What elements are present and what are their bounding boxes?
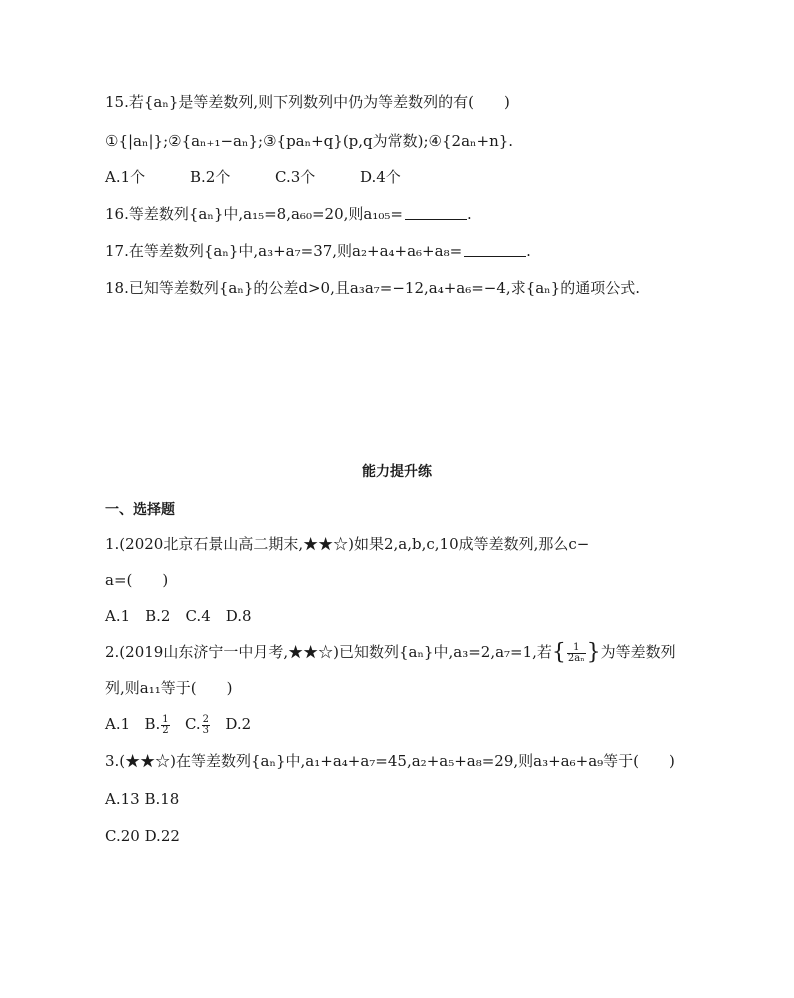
q15-items: ①{|aₙ|};②{aₙ₊₁−aₙ};③{paₙ+q}(p,q为常数);④{2aₙ+n}. (105, 132, 514, 150)
p1-line2: a=( ) (105, 571, 169, 589)
q15-option-a: A.1个 (105, 168, 146, 186)
p2-option-d: D.2 (225, 715, 252, 733)
q15-options (105, 167, 401, 187)
q18: 18.已知等差数列{aₙ}的公差d>0,且a₃a₇=−12,a₄+a₆=−4,求{aₙ}的通项公式. (105, 279, 640, 297)
q17-suffix: . (526, 242, 531, 260)
q15-option-b: B.2个 (190, 168, 231, 186)
left-brace-icon: { (551, 640, 566, 665)
q15-option-c: C.3个 (275, 168, 316, 186)
p2-option-c-fraction: $\frac{2}{3}$ (202, 713, 210, 736)
p3-line1: 3.(★★☆)在等差数列{aₙ}中,a₁+a₄+a₇=45,a₂+a₅+a₈=29,则a₃+a₆+a₉等于( ) (105, 752, 675, 770)
q15-stem: 15.若{aₙ}是等差数列,则下列数列中仍为等差数列的有( ) (105, 93, 510, 111)
q16 (105, 204, 472, 224)
p1-options: A.1 B.2 C.4 D.8 (105, 607, 252, 625)
p2-option-c: C. $\frac{2}{3}$ (184, 713, 210, 736)
p3-options-line1: A.13 B.18 (105, 790, 180, 808)
p2-option-a: A.1 (105, 715, 131, 733)
q17-answer-blank (464, 243, 526, 257)
p2-fraction: $\frac{1}{\text{2aₙ}}$ (567, 641, 585, 664)
p3-options-line2: C.20 D.22 (105, 827, 180, 845)
p2-line1 (105, 642, 676, 664)
q16-answer-blank (405, 206, 467, 220)
q16-prefix: 16.等差数列{aₙ}中,a₁₅=8,a₆₀=20,则a₁₀₅= (105, 205, 403, 223)
p2-line1-before: 2.(2019山东济宁一中月考,★★☆)已知数列{aₙ}中,a₃=2,a₇=1,若 (105, 643, 552, 661)
p1-line1: 1.(2020北京石景山高二期末,★★☆)如果2,a,b,c,10成等差数列,那么c− (105, 535, 590, 553)
q17 (105, 241, 531, 261)
part-title: 一、选择题 (105, 502, 175, 518)
q17-prefix: 17.在等差数列{aₙ}中,a₃+a₇=37,则a₂+a₄+a₆+a₈= (105, 242, 463, 260)
q16-suffix: . (466, 205, 472, 223)
p2-line1-after: 为等差数列 (600, 643, 676, 661)
p2-line2: 列,则a₁₁等于( ) (105, 679, 233, 697)
p2-options (105, 714, 251, 736)
section-heading: 能力提升练 (362, 464, 432, 480)
q15-option-d: D.4个 (360, 168, 401, 186)
right-brace-icon: } (586, 640, 601, 665)
p2-option-b: B. $\frac{1}{2}$ (144, 713, 169, 736)
p2-option-b-fraction: $\frac{1}{2}$ (162, 713, 169, 736)
